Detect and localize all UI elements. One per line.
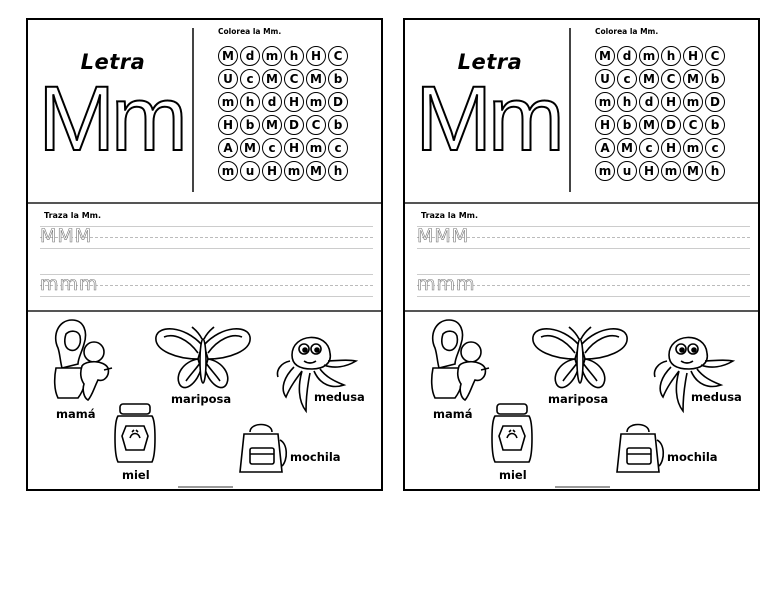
grid-row [218, 115, 350, 138]
section-divider-bottom [28, 310, 381, 312]
grid-row [595, 69, 727, 92]
section-divider-top [28, 202, 381, 204]
letter-circle[interactable]: M [306, 69, 326, 89]
letter-title: Letra [457, 50, 523, 74]
grid-row [218, 69, 350, 92]
letter-circle[interactable]: C [705, 46, 725, 66]
vertical-divider [192, 28, 194, 192]
letter-circle[interactable]: b [617, 115, 637, 135]
letter-circle[interactable]: m [218, 92, 238, 112]
worksheet-left [26, 18, 383, 491]
letter-circle[interactable]: b [328, 115, 348, 135]
letter-circle[interactable]: d [639, 92, 659, 112]
letter-circle[interactable]: m [683, 92, 703, 112]
letter-circle[interactable]: M [617, 138, 637, 158]
letter-circle[interactable]: b [328, 69, 348, 89]
letter-circle[interactable]: C [328, 46, 348, 66]
word-mochila: mochila [290, 450, 341, 464]
grid-row [595, 115, 727, 138]
footer-line [178, 486, 233, 488]
letter-circle[interactable]: m [595, 161, 615, 181]
word-medusa: medusa [314, 390, 365, 404]
trace-instruction: Traza la Mm. [421, 211, 479, 220]
letter-circle[interactable]: H [595, 115, 615, 135]
letter-circle[interactable]: h [617, 92, 637, 112]
letter-circle[interactable]: m [595, 92, 615, 112]
word-miel: miel [122, 468, 150, 482]
letter-circle[interactable]: m [218, 161, 238, 181]
butterfly-icon [154, 325, 252, 395]
grid-row [218, 92, 350, 115]
letter-circle[interactable]: H [218, 115, 238, 135]
letter-circle[interactable]: m [683, 138, 703, 158]
letter-circle[interactable]: U [595, 69, 615, 89]
letter-circle-grid [595, 46, 727, 184]
letter-circle[interactable]: b [705, 69, 725, 89]
letter-circle[interactable]: b [705, 115, 725, 135]
letter-circle[interactable]: D [661, 115, 681, 135]
word-mama: mamá [56, 407, 96, 421]
grid-instruction: Colorea la Mm. [218, 27, 282, 36]
letter-circle[interactable]: c [705, 138, 725, 158]
letter-circle[interactable]: A [595, 138, 615, 158]
letter-circle[interactable]: M [306, 161, 326, 181]
letter-circle[interactable]: m [306, 92, 326, 112]
letter-circle[interactable]: m [284, 161, 304, 181]
word-mariposa: mariposa [548, 392, 609, 406]
letter-circle[interactable]: M [262, 69, 282, 89]
trace-lower-text: mmm [417, 273, 476, 295]
outlined-big-letters [413, 68, 563, 168]
svg-text:Mm: Mm [415, 68, 561, 168]
letter-circle[interactable]: C [661, 69, 681, 89]
footer-line [555, 486, 610, 488]
letter-circle[interactable]: M [218, 46, 238, 66]
letter-title: Letra [80, 50, 146, 74]
word-miel: miel [499, 468, 527, 482]
letter-circle[interactable]: H [639, 161, 659, 181]
letter-circle[interactable]: m [661, 161, 681, 181]
grid-row [218, 46, 350, 69]
letter-circle[interactable]: M [595, 46, 615, 66]
letter-circle[interactable]: b [240, 115, 260, 135]
outlined-big-letters [36, 68, 186, 168]
top-section [28, 20, 381, 202]
letter-circle[interactable]: m [262, 46, 282, 66]
grid-row [595, 138, 727, 161]
letter-circle[interactable]: h [705, 161, 725, 181]
trace-upper-text: MMM [417, 225, 470, 247]
letter-circle[interactable]: m [639, 46, 659, 66]
grid-row [218, 138, 350, 161]
letter-circle[interactable]: h [661, 46, 681, 66]
trace-instruction: Traza la Mm. [44, 211, 102, 220]
letter-circle[interactable]: h [284, 46, 304, 66]
letter-circle[interactable]: d [240, 46, 260, 66]
letter-circle[interactable]: M [683, 161, 703, 181]
backpack-icon [613, 420, 667, 476]
top-section [405, 20, 758, 202]
svg-text:Mm: Mm [38, 68, 184, 168]
trace-line-base [40, 248, 373, 249]
grid-row [595, 161, 727, 184]
mother-baby-icon [425, 318, 495, 404]
word-mariposa: mariposa [171, 392, 232, 406]
letter-circle[interactable]: d [617, 46, 637, 66]
trace-line-base-2 [40, 296, 373, 297]
letter-circle[interactable]: H [661, 138, 681, 158]
letter-circle[interactable]: u [240, 161, 260, 181]
letter-circle[interactable]: m [306, 138, 326, 158]
trace-upper-text: MMM [40, 225, 93, 247]
word-mochila: mochila [667, 450, 718, 464]
letter-circle[interactable]: c [617, 69, 637, 89]
letter-circle[interactable]: c [240, 69, 260, 89]
letter-circle[interactable]: c [328, 138, 348, 158]
grid-row [595, 92, 727, 115]
trace-line-base-2 [417, 296, 750, 297]
letter-circle[interactable]: D [328, 92, 348, 112]
letter-circle[interactable]: M [240, 138, 260, 158]
letter-circle[interactable]: h [328, 161, 348, 181]
word-medusa: medusa [691, 390, 742, 404]
letter-circle[interactable]: U [218, 69, 238, 89]
worksheet-right [403, 18, 760, 491]
letter-circle[interactable]: c [639, 138, 659, 158]
letter-circle[interactable]: M [639, 115, 659, 135]
letter-circle[interactable]: D [284, 115, 304, 135]
letter-circle[interactable]: c [262, 138, 282, 158]
letter-circle[interactable]: C [284, 69, 304, 89]
grid-row [595, 46, 727, 69]
vertical-divider [569, 28, 571, 192]
butterfly-icon [531, 325, 629, 395]
grid-instruction: Colorea la Mm. [595, 27, 659, 36]
letter-circle[interactable]: d [262, 92, 282, 112]
trace-lower-text: mmm [40, 273, 99, 295]
letter-circle[interactable]: M [262, 115, 282, 135]
letter-circle[interactable]: H [284, 92, 304, 112]
word-mama: mamá [433, 407, 473, 421]
honey-jar-icon [112, 402, 158, 466]
section-divider-top [405, 202, 758, 204]
letter-circle[interactable]: C [306, 115, 326, 135]
letter-circle[interactable]: D [705, 92, 725, 112]
letter-circle[interactable]: M [639, 69, 659, 89]
letter-circle[interactable]: C [683, 115, 703, 135]
letter-circle[interactable]: u [617, 161, 637, 181]
letter-circle[interactable]: A [218, 138, 238, 158]
letter-circle[interactable]: M [683, 69, 703, 89]
honey-jar-icon [489, 402, 535, 466]
letter-circle[interactable]: H [306, 46, 326, 66]
grid-row [218, 161, 350, 184]
letter-circle[interactable]: H [284, 138, 304, 158]
section-divider-bottom [405, 310, 758, 312]
letter-circle-grid [218, 46, 350, 184]
mother-baby-icon [48, 318, 118, 404]
trace-line-base [417, 248, 750, 249]
letter-circle[interactable]: H [661, 92, 681, 112]
letter-circle[interactable]: H [262, 161, 282, 181]
letter-circle[interactable]: h [240, 92, 260, 112]
letter-circle[interactable]: H [683, 46, 703, 66]
backpack-icon [236, 420, 290, 476]
